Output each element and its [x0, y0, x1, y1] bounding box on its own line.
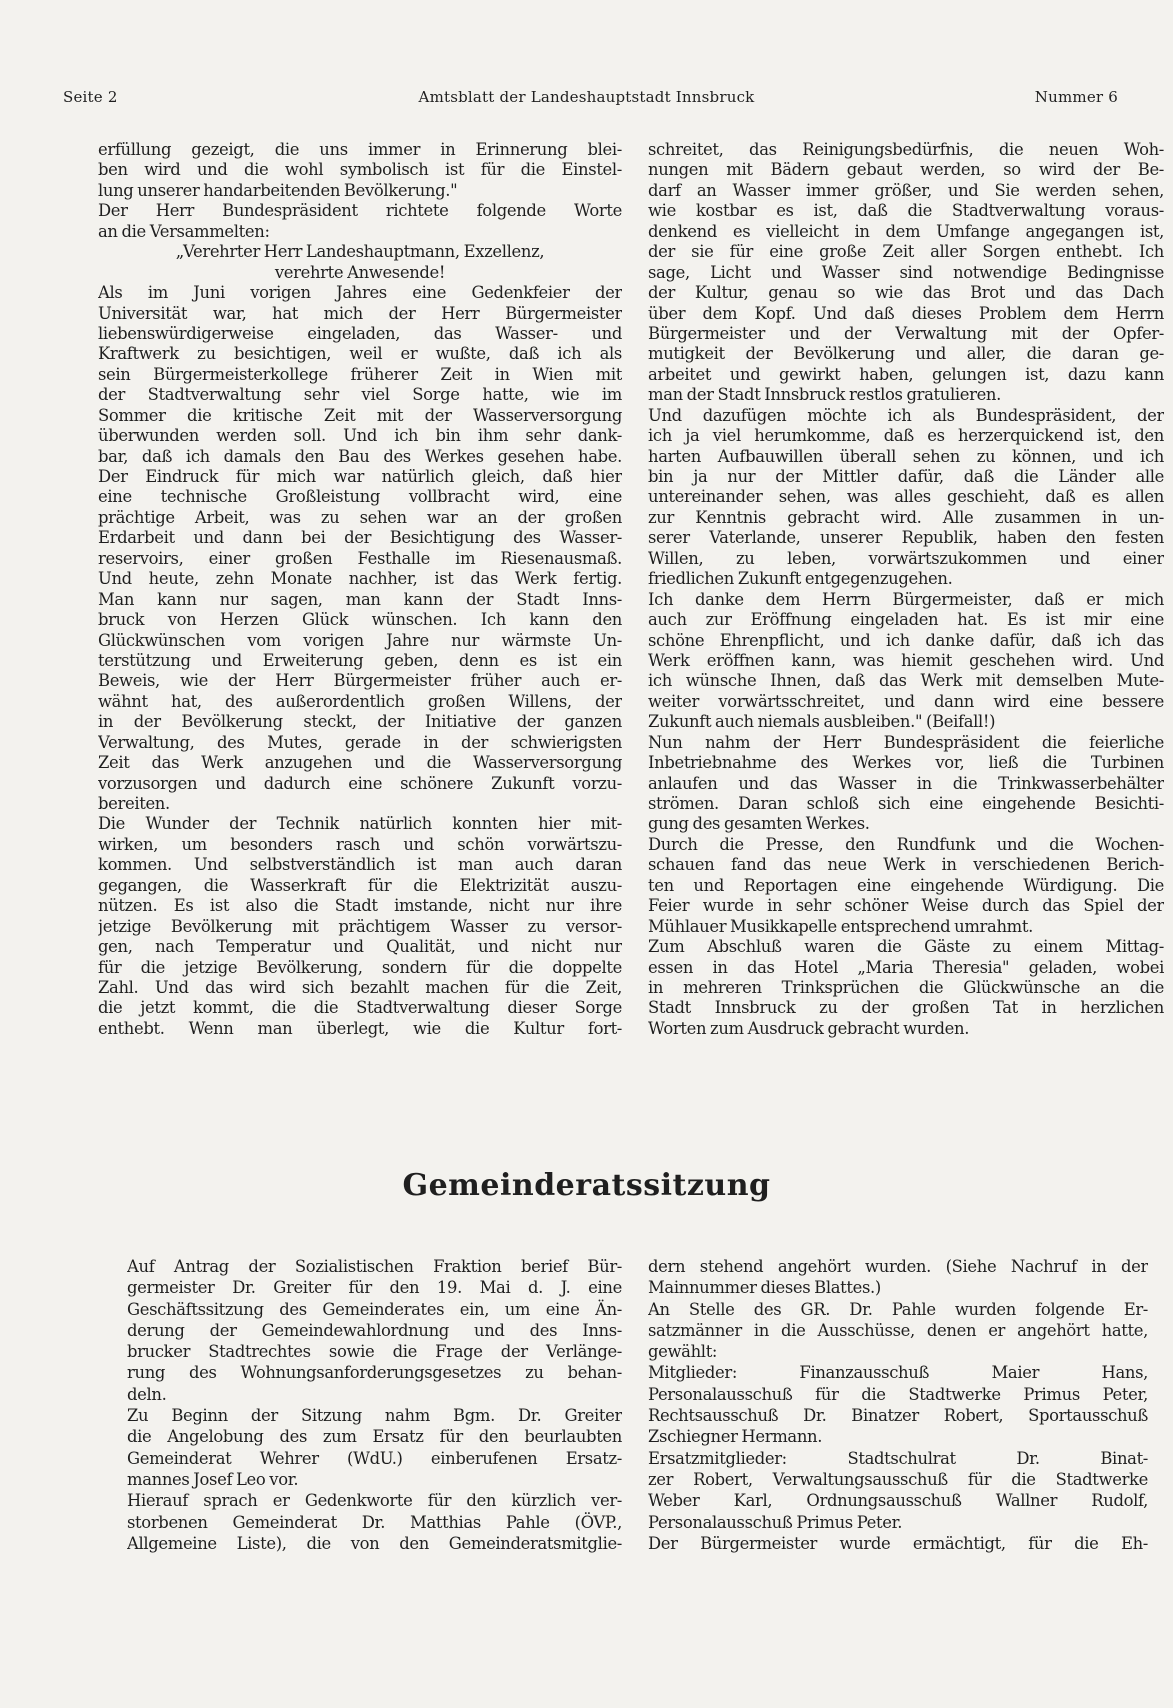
text-line: Personalausschuß Primus Peter. — [648, 1512, 903, 1532]
text-line: Kraftwerk zu besichtigen, weil er wußte, daß ich als — [98, 344, 622, 364]
text-line: „Verehrter Herr Landeshauptmann, Exzellenz, — [175, 242, 545, 262]
text-line: gen, nach Temperatur und Qualität, und nicht nur — [98, 937, 622, 957]
text-line: Mühlauer Musikkapelle entsprechend umrahmt. — [648, 916, 1033, 936]
text-line: terstützung und Erweiterung geben, denn es ist ein — [98, 650, 622, 670]
text-line: Werk eröffnen kann, was hiemit geschehen wird. Und — [648, 650, 1164, 670]
text-line: für die jetzige Bevölkerung, sondern für die doppelte — [98, 957, 622, 977]
text-line: eine technische Großleistung vollbracht wird, eine — [98, 487, 622, 507]
text-line: Bürgermeister und der Verwaltung mit der Opfer- — [648, 323, 1164, 343]
text-line: über dem Kopf. Und daß dieses Problem dem Herrn — [648, 303, 1164, 323]
text-line: wähnt hat, des außerordentlich großen Willens, der — [98, 691, 622, 711]
text-line: mannes Josef Leo vor. — [127, 1469, 299, 1489]
text-line: prächtige Arbeit, was zu sehen war an der großen — [98, 507, 622, 527]
text-line: überwunden werden soll. Und ich bin ihm sehr dank- — [98, 426, 622, 446]
text-line: die Angelobung des zum Ersatz für den beurlaubten — [127, 1427, 622, 1447]
text-line: Der Eindruck für mich war natürlich gleich, daß hier — [98, 467, 622, 486]
text-line: Mainnummer dieses Blattes.) — [648, 1278, 881, 1298]
text-line: der sie für eine große Zeit aller Sorgen enthebt. Ich — [648, 242, 1164, 262]
text-line: Und heute, zehn Monate nachher, ist das Werk fertig. — [98, 569, 622, 589]
text-line: bar, daß ich damals den Bau des Werkes gesehen habe. — [98, 446, 622, 466]
text-line: Worten zum Ausdruck gebracht wurden. — [648, 1018, 970, 1038]
text-line: Nun nahm der Herr Bundespräsident die feierliche — [648, 732, 1164, 752]
text-line: die jetzt kommt, die die Stadtverwaltung dieser Sorge — [98, 998, 622, 1018]
text-line: Allgemeine Liste), die von den Gemeinderatsmitglie- — [127, 1533, 622, 1553]
text-line: wirken, um besonders rasch und schön vorwärtszu- — [98, 834, 622, 854]
text-line: An Stelle des GR. Dr. Pahle wurden folgende Er- — [648, 1299, 1148, 1319]
text-line: schöne Ehrenpflicht, und ich danke dafür, daß ich das — [648, 630, 1164, 650]
text-line: lung unserer handarbeitenden Bevölkerung." — [98, 180, 458, 200]
text-line: germeister Dr. Greiter für den 19. Mai d. J. eine — [127, 1278, 622, 1298]
text-line: in mehreren Trinksprüchen die Glückwünsche an die — [648, 977, 1164, 997]
text-line: Man kann nur sagen, man kann der Stadt Inns- — [98, 589, 622, 609]
text-line: schreitet, das Reinigungsbedürfnis, die neuen Woh- — [648, 140, 1164, 159]
text-line: Willen, zu leben, vorwärtszukommen und einer — [648, 548, 1164, 568]
text-line: deln. — [127, 1384, 167, 1404]
text-line: Rechtsausschuß Dr. Binatzer Robert, Sportausschuß — [648, 1406, 1148, 1426]
text-line: harten Aufbauwillen überall sehen zu können, und ich — [648, 446, 1164, 466]
text-line: Ich danke dem Herrn Bürgermeister, daß er mich — [648, 589, 1164, 609]
text-line: Mitglieder: Finanzausschuß Maier Hans, — [648, 1363, 1148, 1383]
text-line: friedlichen Zukunft entgegenzugehen. — [648, 569, 953, 589]
section-right-column — [648, 1256, 1148, 1554]
text-line: Die Wunder der Technik natürlich konnten hier mit- — [98, 814, 622, 834]
text-line: liebenswürdigerweise eingeladen, das Wasser- und — [98, 323, 622, 343]
text-line: schauen fand das neue Werk in verschiedenen Berich- — [648, 855, 1164, 875]
text-line: Ersatzmitglieder: Stadtschulrat Dr. Binat- — [648, 1448, 1148, 1468]
text-line: nungen mit Bädern gebaut werden, so wird der Be- — [648, 160, 1164, 180]
text-line: reservoirs, einer großen Festhalle im Riesenausmaß. — [98, 548, 622, 568]
text-line: Als im Juni vorigen Jahres eine Gedenkfeier der — [98, 283, 622, 303]
text-line: Stadt Innsbruck zu der großen Tat in herzlichen — [648, 998, 1164, 1018]
text-line: bruck von Herzen Glück wünschen. Ich kann den — [98, 610, 622, 630]
text-line: enthebt. Wenn man überlegt, wie die Kultur fort- — [98, 1018, 622, 1038]
text-line: in der Bevölkerung steckt, der Initiative der ganzen — [98, 712, 622, 732]
text-line: essen in das Hotel „Maria Theresia" geladen, wobei — [648, 957, 1164, 977]
text-line: Geschäftssitzung des Gemeinderates ein, um eine Än- — [127, 1299, 622, 1319]
text-line: ben wird und die wohl symbolisch ist für die Einstel- — [98, 160, 622, 180]
text-line: Zschiegner Hermann. — [648, 1427, 823, 1447]
text-line: bin ja nur der Mittler dafür, daß die Länder alle — [648, 467, 1164, 486]
text-line: ich ja viel herumkomme, daß es herzerquickend ist, den — [648, 426, 1164, 446]
text-line: zer Robert, Verwaltungsausschuß für die Stadtwerke — [648, 1469, 1148, 1489]
text-line: Der Herr Bundespräsident richtete folgende Worte — [98, 201, 622, 221]
text-line: Zukunft auch niemals ausbleiben." (Beifall!) — [648, 712, 996, 732]
text-line: darf an Wasser immer größer, und Sie werden sehen, — [648, 180, 1164, 200]
text-line: serer Vaterlande, unserer Republik, haben den festen — [648, 528, 1164, 548]
text-line: gung des gesamten Werkes. — [648, 814, 870, 834]
text-line: rung des Wohnungsanforderungsgesetzes zu behan- — [127, 1363, 622, 1383]
text-line: Zu Beginn der Sitzung nahm Bgm. Dr. Greiter — [127, 1406, 622, 1426]
text-line: Universität war, hat mich der Herr Bürgermeister — [98, 303, 622, 323]
text-line: wie kostbar es ist, daß die Stadtverwaltung voraus- — [648, 201, 1164, 221]
page-number-label: Seite 2 — [63, 88, 118, 106]
text-line: Und dazufügen möchte ich als Bundespräsident, der — [648, 405, 1164, 425]
text-line: Personalausschuß für die Stadtwerke Primus Peter, — [648, 1384, 1148, 1404]
text-line: derung der Gemeindewahlordnung und des Inns- — [127, 1320, 622, 1340]
text-line: Glückwünschen vom vorigen Jahre nur wärmste Un- — [98, 630, 622, 650]
text-line: der Stadtverwaltung sehr viel Sorge hatte, wie im — [98, 385, 622, 405]
text-line: untereinander sehen, was alles geschieht, daß es allen — [648, 487, 1164, 507]
text-line: auch zur Eröffnung eingeladen hat. Es ist mir eine — [648, 610, 1164, 630]
text-line: sage, Licht und Wasser sind notwendige Bedingnisse — [648, 262, 1164, 282]
text-line: bereiten. — [98, 794, 170, 813]
text-line: satzmänner in die Ausschüsse, denen er angehört hatte, — [648, 1320, 1148, 1340]
text-line: vorzusorgen und dadurch eine schönere Zukunft vorzu- — [98, 773, 622, 793]
text-line: Zahl. Und das wird sich bezahlt machen für die Zeit, — [98, 977, 622, 997]
text-line: verehrte Anwesende! — [274, 262, 446, 282]
text-line: sein Bürgermeisterkollege früherer Zeit in Wien mit — [98, 364, 622, 384]
text-line: gegangen, die Wasserkraft für die Elektrizität auszu- — [98, 875, 622, 895]
text-line: brucker Stadtrechtes sowie die Frage der Verlänge- — [127, 1342, 622, 1362]
text-line: weiter vorwärtsschreitet, und dann wird eine bessere — [648, 691, 1164, 711]
issue-number-label: Nummer 6 — [1034, 88, 1118, 106]
text-line: ich wünsche Ihnen, daß das Werk mit demselben Mute- — [648, 671, 1164, 691]
text-line: Zum Abschluß waren die Gäste zu einem Mittag- — [648, 937, 1164, 957]
text-line: Der Bürgermeister wurde ermächtigt, für die Eh- — [648, 1533, 1148, 1553]
text-line: denkend es vielleicht in dem Umfange angegangen ist, — [648, 221, 1164, 241]
text-line: Inbetriebnahme des Werkes vor, ließ die Turbinen — [648, 753, 1164, 773]
text-line: storbenen Gemeinderat Dr. Matthias Pahle (ÖVP., — [127, 1512, 622, 1532]
text-line: arbeitet und gewirkt haben, gelungen ist, dazu kann — [648, 364, 1164, 384]
text-line: ten und Reportagen eine eingehende Würdigung. Die — [648, 875, 1164, 895]
text-line: dern stehend angehört wurden. (Siehe Nachruf in der — [648, 1257, 1148, 1276]
text-line: Durch die Presse, den Rundfunk und die Wochen- — [648, 834, 1164, 854]
text-line: Hierauf sprach er Gedenkworte für den kürzlich ver- — [127, 1491, 622, 1511]
text-line: Erdarbeit und dann bei der Besichtigung des Wasser- — [98, 528, 622, 548]
text-line: kommen. Und selbstverständlich ist man auch daran — [98, 855, 622, 875]
publication-title: Amtsblatt der Landeshauptstadt Innsbruck — [418, 88, 755, 106]
article-right-column — [648, 140, 1164, 1039]
text-line: der Kultur, genau so wie das Brot und das Dach — [648, 283, 1164, 303]
article-left-column — [98, 140, 622, 1039]
text-line: Auf Antrag der Sozialistischen Fraktion berief Bür- — [127, 1257, 622, 1276]
text-line: nützen. Es ist also die Stadt imstande, nicht nur ihre — [98, 896, 622, 916]
text-line: Beweis, wie der Herr Bürgermeister früher auch er- — [98, 671, 622, 691]
text-line: Weber Karl, Ordnungsausschuß Wallner Rudolf, — [648, 1491, 1148, 1511]
text-line: man der Stadt Innsbruck restlos gratulieren. — [648, 385, 1001, 405]
text-line: Verwaltung, des Mutes, gerade in der schwierigsten — [98, 732, 622, 752]
text-line: Gemeinderat Wehrer (WdU.) einberufenen Ersatz- — [127, 1448, 622, 1468]
text-line: an die Versammelten: — [98, 221, 270, 241]
text-line: strömen. Daran schloß sich eine eingehende Besichti- — [648, 794, 1164, 813]
section-left-column — [127, 1256, 622, 1554]
section-heading: Gemeinderatssitzung — [402, 1168, 771, 1203]
text-line: mutigkeit der Bevölkerung und aller, die daran ge- — [648, 344, 1164, 364]
text-line: anlaufen und das Wasser in die Trinkwasserbehälter — [648, 773, 1164, 793]
text-line: erfüllung gezeigt, die uns immer in Erinnerung blei- — [98, 140, 622, 159]
text-line: Sommer die kritische Zeit mit der Wasserversorgung — [98, 405, 622, 425]
text-line: gewählt: — [648, 1342, 718, 1362]
text-line: Zeit das Werk anzugehen und die Wasserversorgung — [98, 753, 622, 773]
text-line: jetzige Bevölkerung mit prächtigem Wasser zu versor- — [98, 916, 622, 936]
text-line: Feier wurde in sehr schöner Weise durch das Spiel der — [648, 896, 1164, 916]
text-line: zur Kenntnis gebracht wird. Alle zusammen in un- — [648, 507, 1164, 527]
